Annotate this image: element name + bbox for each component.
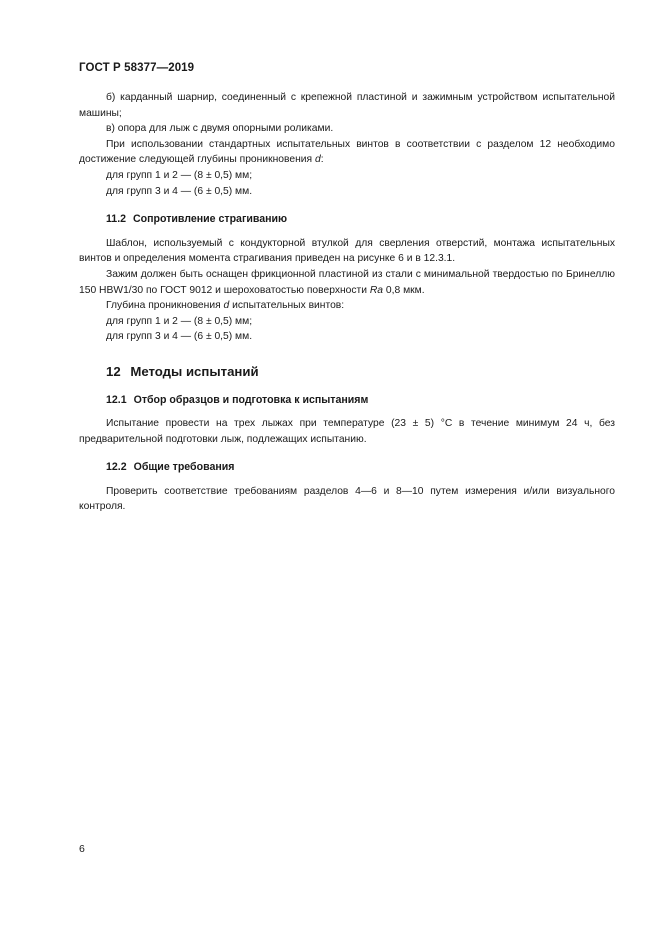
section-12-2-heading xyxy=(106,460,615,476)
penetration-paragraph xyxy=(79,137,615,168)
page-number: 6 xyxy=(79,843,85,855)
template-paragraph: Шаблон, используемый с кондукторной втулкой для сверления отверстий, монтажа испытательных винтов и определения момента страгивания приведен на рисунке 6 и в 12.3.1. xyxy=(79,237,615,265)
section-11-2-heading xyxy=(106,212,615,228)
section-number: 11.2 xyxy=(106,213,127,226)
list-item-v: в) опора для лыж с двумя опорными роликами. xyxy=(106,123,334,135)
groups-3-4-line: для групп 3 и 4 — (6 ± 0,5) мм. xyxy=(106,331,253,343)
section-number: 12 xyxy=(106,363,121,379)
variable-d: d xyxy=(223,300,230,312)
variable-ra: Ra xyxy=(369,284,384,296)
depth-text: Глубина проникновения xyxy=(106,300,224,312)
sampling-paragraph: Испытание провести на трех лыжах при температуре (23 ± 5) °С в течение минимум 24 ч, без предварительной подготовки лыж, подлежащих испытанию. xyxy=(79,418,615,445)
groups-1-2-line: для групп 1 и 2 — (8 ± 0,5) мм; xyxy=(106,169,253,181)
penetration-text: При использовании стандартных испытательных винтов в соответствии с разделом 12 необходимо достижение следующей глубины проникновения xyxy=(79,138,615,166)
section-title: Методы испытаний xyxy=(130,363,259,379)
groups-3-4-line: для групп 3 и 4 — (6 ± 0,5) мм. xyxy=(106,185,253,197)
document-body xyxy=(79,90,615,515)
penetration-colon: : xyxy=(320,154,324,166)
general-requirements-paragraph: Проверить соответствие требованиям разделов 4—6 и 8—10 путем измерения и/или визуального контроля. xyxy=(79,485,615,513)
clamp-text: Зажим должен быть оснащен фрикционной пластиной из стали с минимальной твердостью по Бринеллю 150 HBW1/30 по ГОСТ 9012 и шероховатостью поверхности xyxy=(79,268,615,296)
section-number: 12.1 xyxy=(106,393,127,406)
groups-1-2-line: для групп 1 и 2 — (8 ± 0,5) мм; xyxy=(106,315,253,327)
document-header: ГОСТ Р 58377—2019 xyxy=(79,62,195,74)
variable-d: d xyxy=(314,154,321,166)
list-item-b: б) карданный шарнир, соединенный с крепежной пластиной и зажимным устройством испытательной машины; xyxy=(79,92,615,119)
section-12-heading xyxy=(106,364,615,380)
depth-paragraph xyxy=(79,298,615,314)
section-number: 12.2 xyxy=(106,461,127,474)
section-title: Общие требования xyxy=(133,461,235,474)
clamp-text-end: 0,8 мкм. xyxy=(383,284,425,296)
depth-text-end: испытательных винтов: xyxy=(229,300,345,312)
section-12-1-heading xyxy=(106,393,615,409)
section-title: Отбор образцов и подготовка к испытаниям xyxy=(133,393,369,406)
clamp-paragraph xyxy=(79,267,615,298)
section-title: Сопротивление страгиванию xyxy=(133,213,288,226)
